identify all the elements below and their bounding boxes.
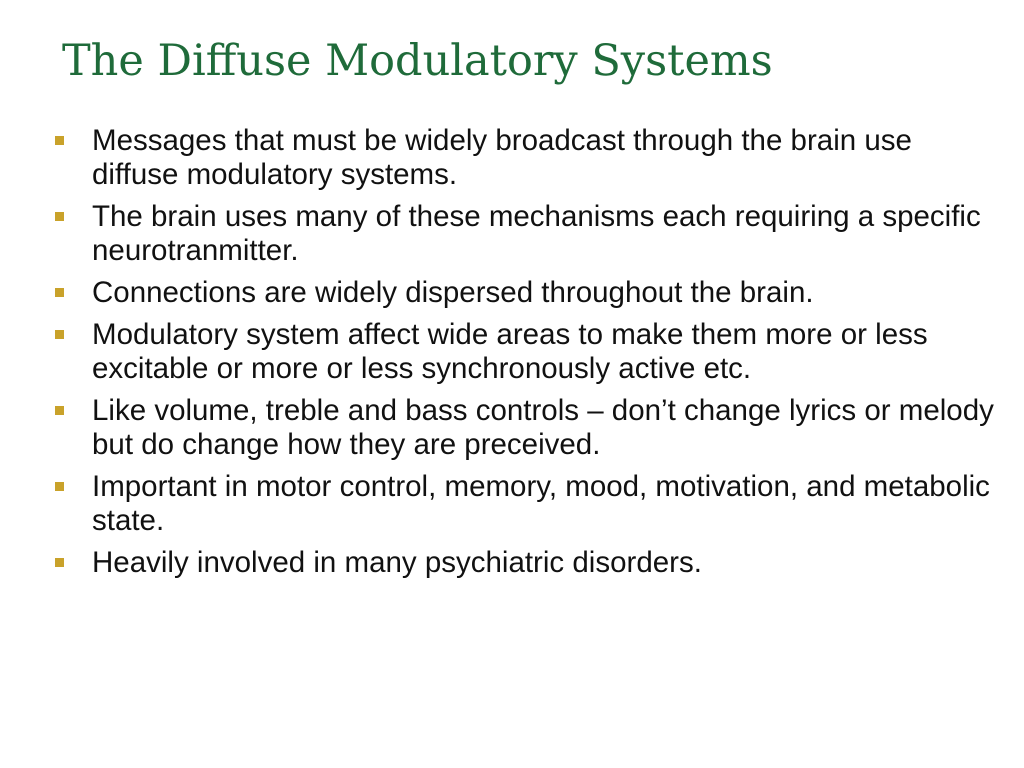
bullet-text: Messages that must be widely broadcast through the brain use diffuse modulatory systems.: [92, 124, 912, 191]
slide-title: The Diffuse Modulatory Systems: [62, 36, 773, 86]
bullet-text: Heavily involved in many psychiatric disorders.: [92, 546, 702, 579]
list-item: [0, 546, 1024, 580]
bullet-text: Important in motor control, memory, mood, motivation, and metabolic state.: [92, 470, 990, 537]
bullet-text: Like volume, treble and bass controls – don’t change lyrics or melody but do change how they are preceived.: [92, 394, 994, 461]
bullet-text: The brain uses many of these mechanisms each requiring a specific neurotranmitter.: [92, 200, 981, 267]
square-bullet-icon: [55, 288, 64, 297]
bullet-list: [0, 124, 1024, 588]
list-item: [0, 200, 1024, 268]
bullet-text: Connections are widely dispersed throughout the brain.: [92, 276, 814, 309]
list-item: [0, 318, 1024, 386]
list-item: [0, 394, 1024, 462]
square-bullet-icon: [55, 406, 64, 415]
list-item: [0, 470, 1024, 538]
bullet-text: Modulatory system affect wide areas to make them more or less excitable or more or less synchronously active etc.: [92, 318, 928, 385]
square-bullet-icon: [55, 482, 64, 491]
square-bullet-icon: [55, 212, 64, 221]
square-bullet-icon: [55, 330, 64, 339]
square-bullet-icon: [55, 558, 64, 567]
list-item: [0, 276, 1024, 310]
list-item: [0, 124, 1024, 192]
square-bullet-icon: [55, 136, 64, 145]
